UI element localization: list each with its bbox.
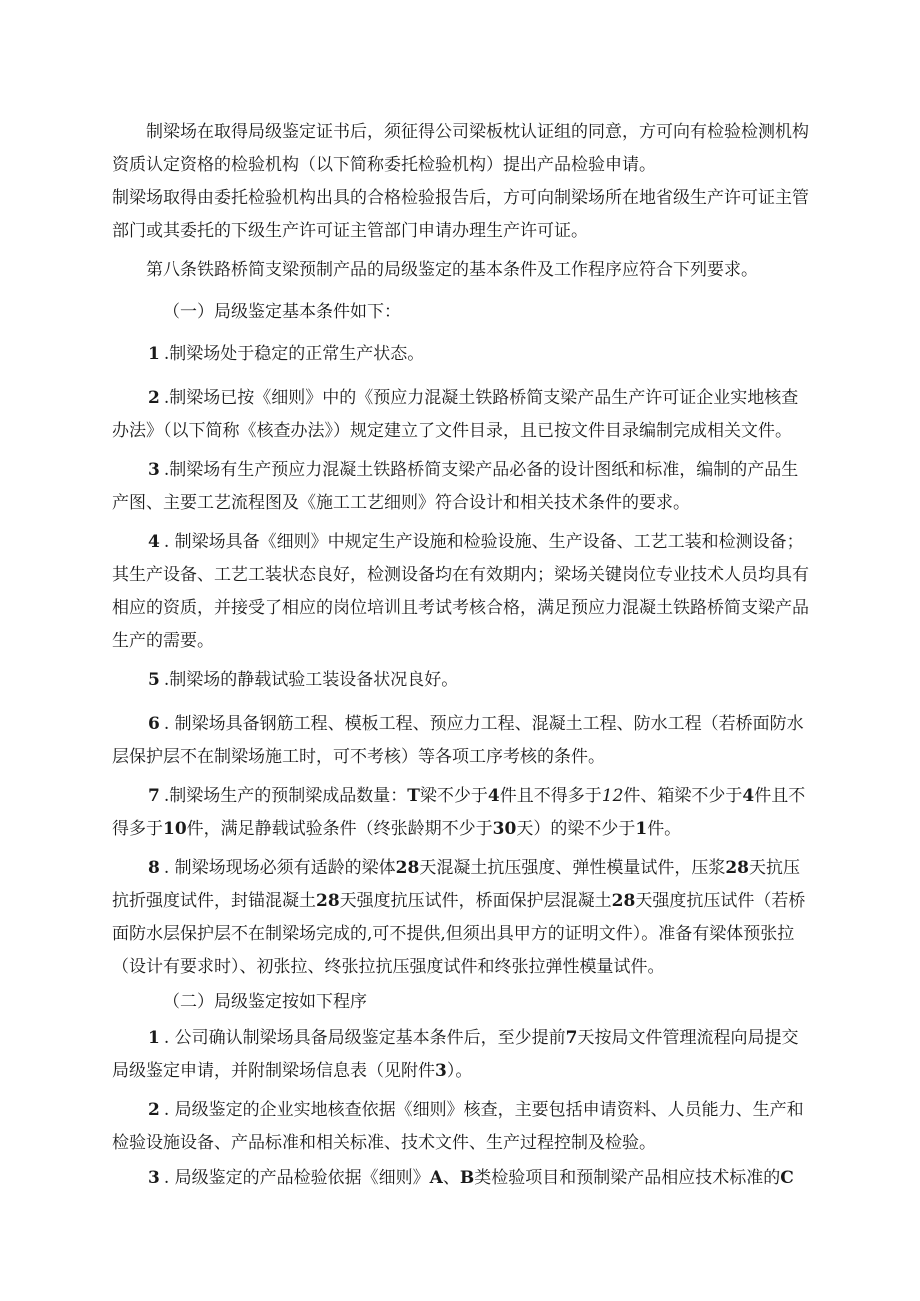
step-1-num-3: 3 (435, 1061, 447, 1081)
condition-8-text-a: . 制梁场现场必须有适龄的梁体 (163, 858, 396, 878)
condition-6-text: . 制梁场具备钢筋工程、模板工程、预应力工程、混凝土工程、防水工程（若桥面防水层保护层不在制梁场施工时，可不考核）等各项工序考核的条件。 (112, 714, 804, 767)
paragraph-article-8: 第八条铁路桥简支梁预制产品的局级鉴定的基本条件及工作程序应符合下列要求。 (146, 260, 758, 280)
step-1 (112, 1022, 812, 1088)
step-1-text-c: ）。 (446, 1061, 473, 1081)
condition-7-text-h: 件。 (647, 819, 682, 839)
condition-5-number: 5 (148, 670, 160, 690)
condition-7-num-4a: 4 (487, 786, 500, 806)
condition-2 (112, 382, 812, 448)
condition-1-text: .制梁场处于稳定的正常生产状态。 (163, 344, 425, 364)
condition-2-text: .制梁场已按《细则》中的《预应力混凝土铁路桥简支梁产品生产许可证企业实地核查办法》（以下简称《核查办法》）规定建立了文件目录，且已按文件目录编制完成相关文件。 (112, 388, 799, 441)
condition-4-number: 4 (148, 532, 160, 552)
paragraph-2: 制梁场取得由委托检验机构出具的合格检验报告后，方可向制梁场所在地省级生产许可证主管部门或其委托的下级生产许可证主管部门申请办理生产许可证。 (112, 188, 809, 241)
condition-6-number: 6 (148, 714, 160, 734)
condition-8-num-28c: 28 (316, 891, 340, 911)
condition-8-number: 8 (148, 858, 160, 878)
condition-8-text-d: 天强度抗压试件，桥面保护层混凝土 (339, 891, 612, 911)
step-3-text-c: 类检验项目和预制梁产品相应技术标准的 (474, 1168, 781, 1188)
condition-7-text-a: .制梁场生产的预制梁成品数量： (163, 786, 408, 806)
step-3-letter-a: A (429, 1168, 443, 1188)
step-3-letter-c: C (780, 1168, 794, 1188)
step-3-text-a: . 局级鉴定的产品检验依据《细则》 (163, 1168, 430, 1188)
condition-2-number: 2 (148, 388, 160, 408)
step-3 (112, 1162, 812, 1195)
condition-4-text: . 制梁场具备《细则》中规定生产设施和检验设施、生产设备、工艺工装和检测设备；其生产设备、工艺工装状态良好，检测设备均在有效期内；梁场关键岗位专业技术人员均具有相应的资质，并接受了相应的岗位培训且考试考核合格，满足预应力混凝土铁路桥简支梁产品生产的需要。 (112, 532, 809, 651)
condition-3-number: 3 (148, 460, 160, 480)
condition-3 (112, 454, 812, 520)
condition-8-num-28b: 28 (725, 858, 749, 878)
condition-4 (112, 526, 812, 658)
condition-8-text-c: 天抗压抗折强度试件，封锚混凝土 (112, 858, 800, 911)
condition-7-num-12: 12 (601, 786, 624, 806)
condition-5 (112, 664, 812, 697)
step-2 (112, 1094, 812, 1160)
condition-7-text-c: 件且不得多于 (499, 786, 602, 806)
condition-8-num-28d: 28 (611, 891, 636, 911)
condition-7-text-d: 件、箱梁不少于 (623, 786, 743, 806)
condition-8 (112, 852, 812, 984)
condition-7 (112, 780, 812, 846)
condition-7-text-g: 天）的梁不少于 (516, 819, 636, 839)
condition-8-text-e: 天强度抗压试件（若桥面防水层保护层不在制梁场完成的,可不提供,但须出具甲方的证明文件）。准备有梁体预张拉（设计有要求时）、初张拉、终张拉抗压强度试件和终张拉弹性模量试件。 (112, 891, 806, 977)
condition-8-text-b: 天混凝土抗压强度、弹性模量试件，压浆 (419, 858, 726, 878)
condition-7-num-10: 10 (163, 819, 187, 839)
step-1-text-a: . 公司确认制梁场具备局级鉴定基本条件后，至少提前 (163, 1028, 566, 1048)
step-3-number: 3 (148, 1168, 160, 1188)
step-1-num-7: 7 (565, 1028, 578, 1048)
condition-7-text-f: 件，满足静载试验条件（终张龄期不少于 (186, 819, 493, 839)
condition-7-num-1: 1 (635, 819, 648, 839)
condition-7-text-e: 件且不得多于 (112, 786, 806, 839)
condition-7-text-b: 梁不少于 (419, 786, 488, 806)
step-3-letter-b: B (459, 1168, 475, 1188)
condition-7-t-beam: T (407, 786, 420, 806)
section-heading-2: （二）局级鉴定按如下程序 (163, 992, 367, 1012)
condition-8-num-28a: 28 (395, 858, 420, 878)
condition-1 (112, 338, 812, 371)
step-2-text: . 局级鉴定的企业实地核查依据《细则》核查，主要包括申请资料、人员能力、生产和检验设施设备、产品标准和相关标准、技术文件、生产过程控制及检验。 (112, 1100, 804, 1153)
step-1-number: 1 (148, 1028, 160, 1048)
condition-6 (112, 708, 812, 774)
step-2-number: 2 (148, 1100, 160, 1120)
paragraph-1: 制梁场在取得局级鉴定证书后，须征得公司梁板枕认证组的同意，方可向有检验检测机构资质认定资格的检验机构（以下简称委托检验机构）提出产品检验申请。 (112, 122, 809, 175)
condition-1-number: 1 (148, 344, 160, 364)
step-1-text-b: 天按局文件管理流程向局提交局级鉴定申请，并附制梁场信息表（见附件 (112, 1028, 799, 1081)
condition-3-text: .制梁场有生产预应力混凝土铁路桥简支梁产品必备的设计图纸和标准，编制的产品生产图、主要工艺流程图及《施工工艺细则》符合设计和相关技术条件的要求。 (112, 460, 799, 513)
condition-5-text: .制梁场的静载试验工装设备状况良好。 (163, 670, 459, 690)
step-3-text-b: 、 (442, 1168, 460, 1188)
section-heading-1: （一）局级鉴定基本条件如下： (163, 302, 401, 322)
condition-7-number: 7 (148, 786, 160, 806)
condition-7-num-30: 30 (492, 819, 517, 839)
condition-7-num-4b: 4 (742, 786, 755, 806)
